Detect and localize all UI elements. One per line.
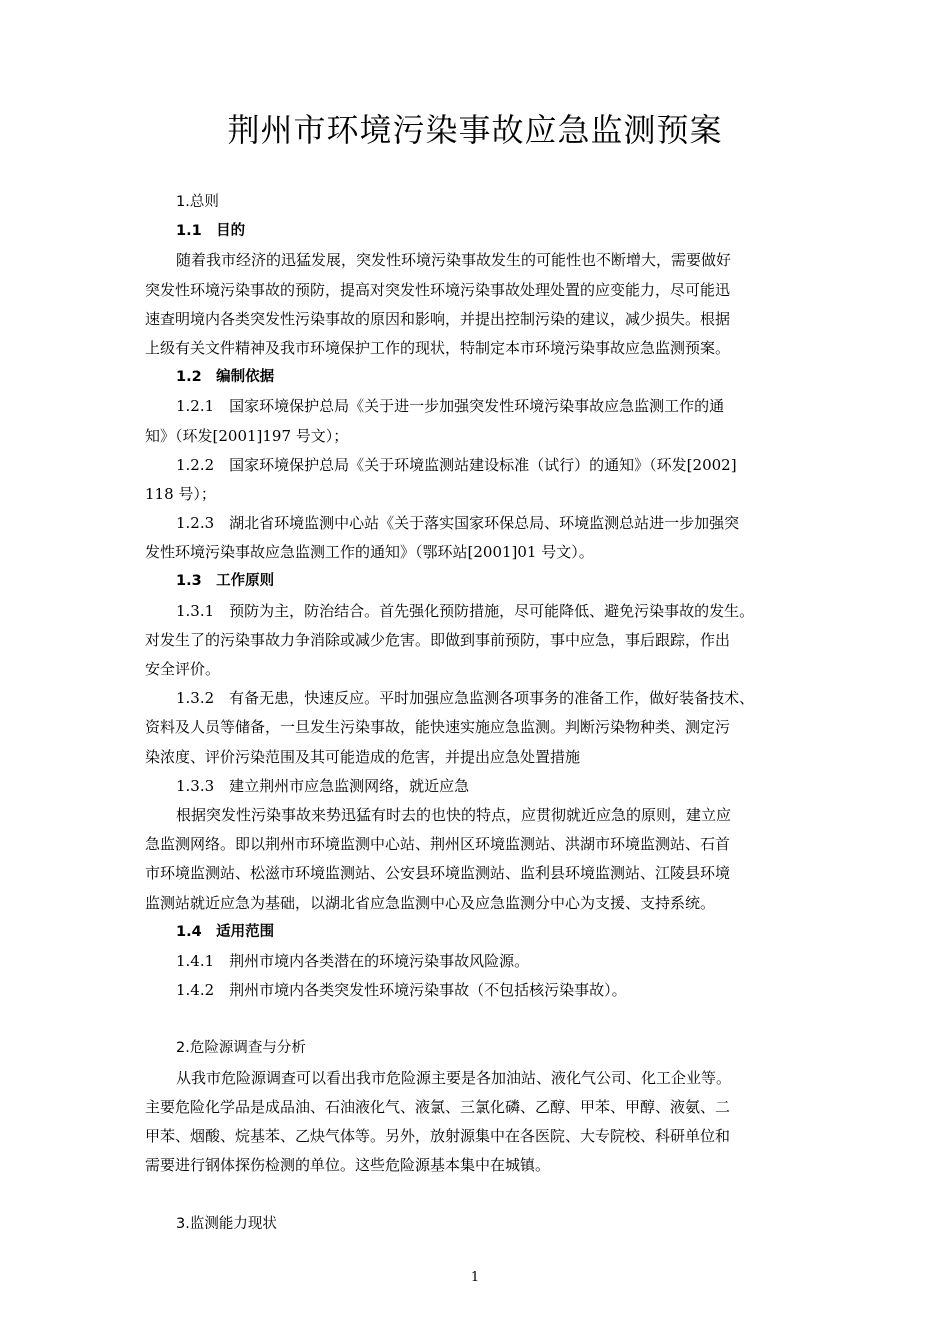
subsection-heading-basis: 1.2 编制依据: [176, 369, 275, 386]
paragraph-line: 突发性环境污染事故的预防，提高对突发性环境污染事故处理处置的应变能力，尽可能迅: [145, 280, 731, 299]
paragraph-line: 急监测网络。即以荆州市环境监测中心站、荆州区环境监测站、洪湖市环境监测站、石首: [145, 835, 731, 854]
document-title: 荆州市环境污染事故应急监测预案: [227, 111, 723, 149]
paragraph-line: 上级有关文件精神及我市环境保护工作的现状，特制定本市环境污染事故应急监测预案。: [145, 338, 731, 357]
paragraph-line: 118 号）；: [145, 484, 216, 503]
paragraph-line: 1.2.2 国家环境保护总局《关于环境监测站建设标准（试行）的通知》（环发[2002]: [176, 455, 737, 474]
paragraph-line: 根据突发性污染事故来势迅猛有时去的也快的特点，应贯彻就近应急的原则，建立应: [176, 805, 732, 824]
paragraph-line: 染浓度、评价污染范围及其可能造成的危害，并提出应急处置措施: [145, 747, 581, 766]
paragraph-line: 从我市危险源调查可以看出我市危险源主要是各加油站、液化气公司、化工企业等。: [176, 1068, 732, 1087]
paragraph-line: 知》（环发[2001]197 号文）；: [145, 426, 349, 445]
paragraph-line: 市环境监测站、松滋市环境监测站、公安县环境监测站、监利县环境监测站、江陵县环境: [145, 864, 731, 883]
blank-line: [145, 1005, 825, 1034]
paragraph-line: 需要进行钢体探伤检测的单位。这些危险源基本集中在城镇。: [145, 1156, 551, 1175]
paragraph-line: 监测站就近应急为基础，以湖北省应急监测中心及应急监测分中心为支援、支持系统。: [145, 893, 716, 912]
paragraph-line: 1.3.3 建立荆州市应急监测网络，就近应急: [176, 776, 470, 795]
paragraph-line: 安全评价。: [145, 660, 221, 678]
subsection-heading-scope: 1.4 适用范围: [176, 923, 275, 940]
paragraph-line: 1.2.3 湖北省环境监测中心站《关于落实国家环保总局、环境监测总站进一步加强突: [176, 514, 740, 533]
subsection-heading-purpose: 1.1 目的: [176, 223, 246, 240]
page-number: 1: [470, 1270, 480, 1285]
blank-line: [145, 1180, 825, 1209]
paragraph-line: 发性环境污染事故应急监测工作的通知》（鄂环站[2001]01 号文）。: [145, 543, 594, 562]
paragraph-line: 甲苯、烟酸、烷基苯、乙炔气体等。另外，放射源集中在各医院、大专院校、科研单位和: [145, 1127, 731, 1145]
paragraph-line: 1.3.2 有备无患，快速反应。平时加强应急监测各项事务的准备工作，做好装备技术、: [176, 689, 755, 708]
paragraph-line: 1.4.1 荆州市境内各类潜在的环境污染事故风险源。: [176, 951, 530, 970]
subsection-heading-principles: 1.3 工作原则: [176, 573, 275, 590]
paragraph-line: 随着我市经济的迅猛发展，突发性环境污染事故发生的可能性也不断增大，需要做好: [176, 251, 732, 270]
paragraph-line: 1.2.1 国家环境保护总局《关于进一步加强突发性环境污染事故应急监测工作的通: [176, 397, 725, 416]
section-heading-general: 1.总则: [176, 194, 219, 210]
paragraph-line: 1.3.1 预防为主，防治结合。首先强化预防措施，尽可能降低、避免污染事故的发生。: [176, 601, 755, 620]
paragraph-line: 1.4.2 荆州市境内各类突发性环境污染事故（不包括核污染事故）。: [176, 981, 627, 1000]
paragraph-line: 对发生了的污染事故力争消除或减少危害。即做到事前预防，事中应急，事后跟踪，作出: [145, 630, 731, 649]
document-body: [145, 188, 825, 1239]
section-heading-hazard-survey: 2.危险源调查与分析: [176, 1040, 306, 1057]
paragraph-line: 主要危险化学品是成品油、石油液化气、液氯、三氯化磷、乙醇、甲苯、甲醇、液氨、二: [145, 1097, 731, 1116]
section-heading-monitoring-capacity: 3.监测能力现状: [176, 1215, 277, 1232]
paragraph-line: 资料及人员等储备，一旦发生污染事故，能快速实施应急监测。判断污染物种类、测定污: [145, 718, 731, 737]
paragraph-line: 速查明境内各类突发性污染事故的原因和影响，并提出控制污染的建议，减少损失。根据: [145, 309, 731, 328]
